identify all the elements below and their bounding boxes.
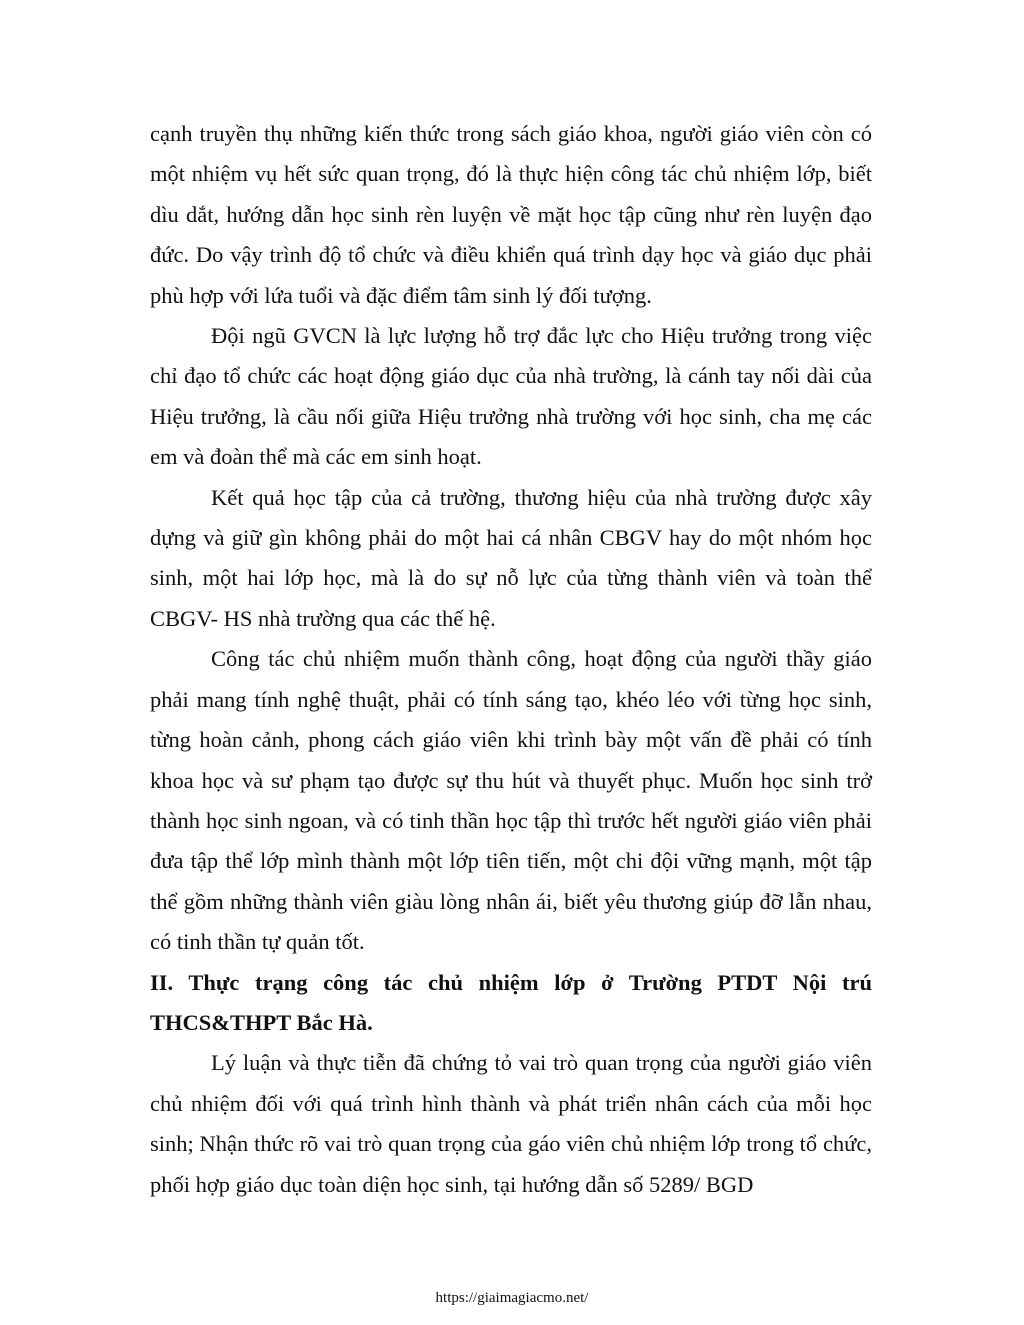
paragraph-theory-practice: Lý luận và thực tiễn đã chứng tỏ vai trò quan trọng của người giáo viên chủ nhiệm đối với quá trình hình thành và phát triển nhân cách của mỗi học sinh; Nhận thức rõ vai trò quan trọng của gáo viên chủ nhiệm lớp trong tổ chức, phối hợp giáo dục toàn diện học sinh, tại hướng dẫn số 5289/ BGD [150, 1050, 872, 1197]
footer-url[interactable]: https://giaimagiacmo.net/ [435, 1290, 589, 1306]
paragraph-continuation: cạnh truyền thụ những kiến thức trong sách giáo khoa, người giáo viên còn có một nhiệm vụ hết sức quan trọng, đó là thực hiện công tác chủ nhiệm lớp, biết dìu dắt, hướng dẫn học sinh rèn luyện về mặt học tập cũng như rèn luyện đạo đức. Do vậy trình độ tổ chức và điều khiển quá trình dạy học và giáo dục phải phù hợp với lứa tuổi và đặc điểm tâm sinh lý đối tượng. [150, 121, 872, 308]
section-heading: II. Thực trạng công tác chủ nhiệm lớp ở Trường PTDT Nội trú THCS&THPT Bắc Hà. [150, 969, 872, 1035]
document-page [150, 114, 872, 1205]
paragraph-gvcn-role: Đội ngũ GVCN là lực lượng hỗ trợ đắc lực cho Hiệu trưởng trong việc chỉ đạo tổ chức các hoạt động giáo dục của nhà trường, là cánh tay nối dài của Hiệu trưởng, là cầu nối giữa Hiệu trưởng nhà trường với học sinh, cha mẹ các em và đoàn thể mà các em sinh hoạt. [150, 323, 872, 470]
paragraph-school-results: Kết quả học tập của cả trường, thương hiệu của nhà trường được xây dựng và giữ gìn không phải do một hai cá nhân CBGV hay do một nhóm học sinh, một hai lớp học, mà là do sự nỗ lực của từng thành viên và toàn thể CBGV- HS nhà trường qua các thế hệ. [150, 484, 872, 631]
paragraph-homeroom-success: Công tác chủ nhiệm muốn thành công, hoạt động của người thầy giáo phải mang tính nghệ thuật, phải có tính sáng tạo, khéo léo với từng học sinh, từng hoàn cảnh, phong cách giáo viên khi trình bày một vấn đề phải có tính khoa học và sư phạm tạo được sự thu hút và thuyết phục. Muốn học sinh trở thành học sinh ngoan, và có tinh thần học tập thì trước hết người giáo viên phải đưa tập thể lớp mình thành một lớp tiên tiến, một chi đội vững mạnh, một tập thể gồm những thành viên giàu lòng nhân ái, biết yêu thương giúp đỡ lẫn nhau, có tinh thần tự quản tốt. [150, 646, 872, 955]
